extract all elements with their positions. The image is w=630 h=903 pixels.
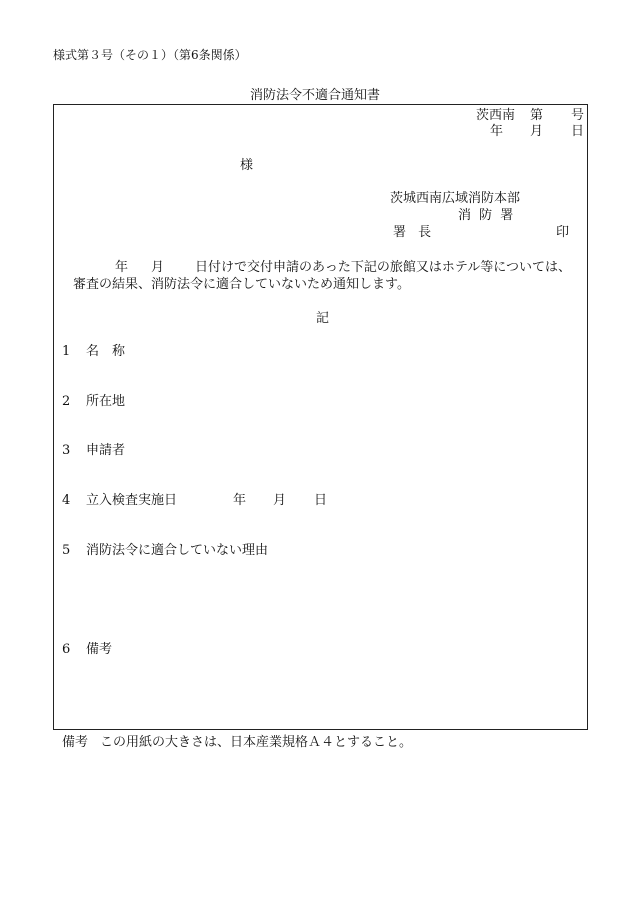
item-3-number: 3 [62, 443, 71, 458]
date-day: 日 [571, 124, 585, 139]
item-1-label: 名 称 [86, 344, 126, 359]
doc-number-dai: 第 [530, 108, 544, 123]
item-4-year: 年 [233, 493, 247, 508]
seal-mark: 印 [556, 225, 570, 240]
footnote-text: この用紙の大きさは、日本産業規格Ａ４とすること。 [100, 735, 413, 750]
issuer-station: 消 防 署 [458, 208, 516, 223]
item-4-number: 4 [62, 493, 71, 508]
item-1-number: 1 [62, 344, 71, 359]
ki-mark: 記 [316, 311, 330, 326]
item-2-number: 2 [62, 394, 71, 409]
body-year: 年 [115, 260, 129, 275]
form-number: 様式第３号（その１）（第6条関係） [53, 48, 247, 62]
addressee-suffix: 様 [240, 158, 254, 173]
item-3-label: 申請者 [86, 443, 126, 458]
doc-number-go: 号 [571, 108, 585, 123]
document-title: 消防法令不適合通知書 [249, 88, 380, 103]
item-4-day: 日 [314, 493, 328, 508]
body-month: 月 [151, 260, 165, 275]
footnote-label: 備考 [62, 735, 89, 750]
body-line2: 審査の結果、消防法令に適合していないため通知します。 [73, 277, 410, 292]
date-month: 月 [530, 124, 544, 139]
item-6-number: 6 [62, 642, 71, 657]
doc-office-prefix: 茨西南 [476, 108, 516, 123]
date-year: 年 [490, 124, 504, 139]
item-4-month: 月 [273, 493, 287, 508]
item-6-label: 備考 [86, 642, 113, 657]
item-5-number: 5 [62, 543, 71, 558]
item-4-label: 立入検査実施日 [86, 493, 178, 508]
issuer-chief: 署 長 [393, 225, 436, 240]
issuer-org: 茨城西南広域消防本部 [390, 191, 521, 206]
item-5-label: 消防法令に適合していない理由 [86, 543, 269, 558]
item-2-label: 所在地 [86, 394, 126, 409]
body-line1: 日付けで交付申請のあった下記の旅館又はホテル等については、 [195, 260, 571, 275]
